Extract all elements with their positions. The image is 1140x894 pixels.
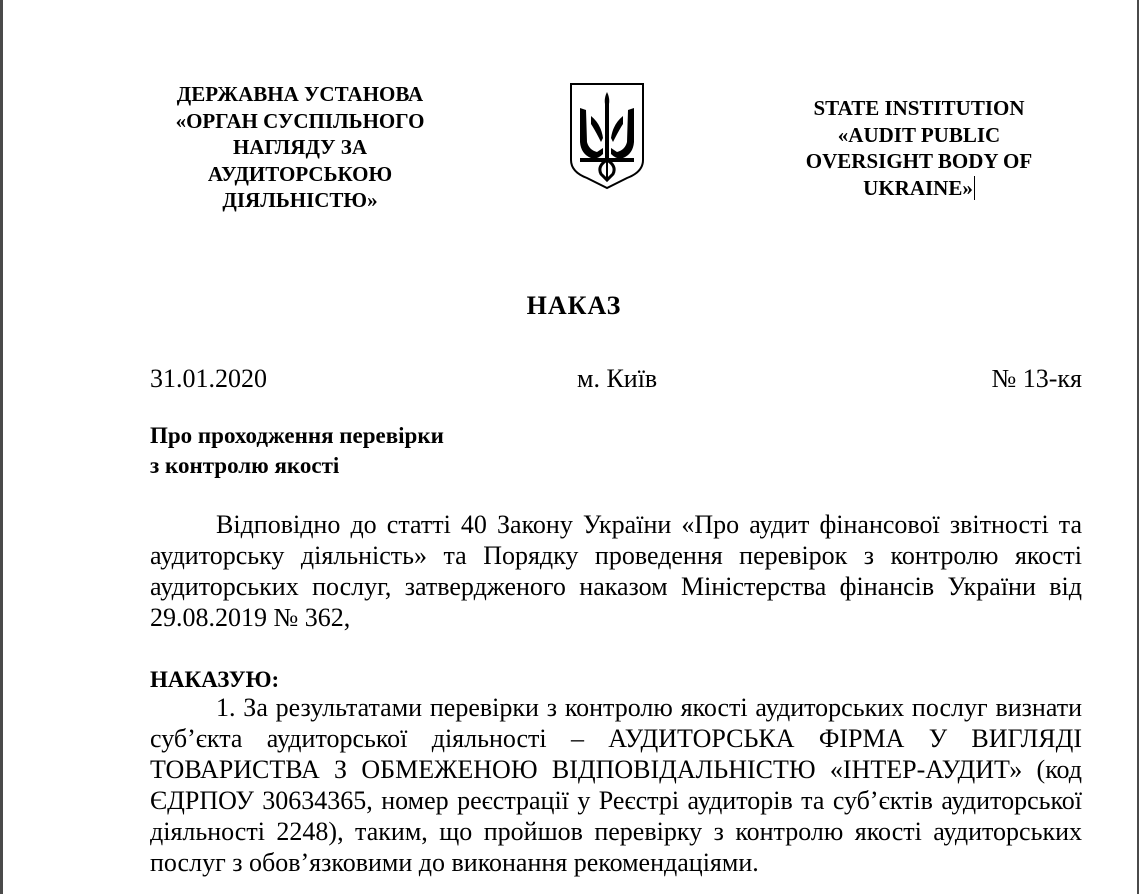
institution-name-ukrainian	[150, 81, 450, 214]
window-border-right	[1137, 0, 1139, 894]
institution-name-line: ДЕРЖАВНА УСТАНОВА	[176, 82, 424, 106]
subject-line: Про проходження перевірки	[150, 423, 444, 448]
document-page	[3, 0, 1137, 894]
institution-name-line: UKRAINE»	[863, 175, 973, 200]
institution-name-line-last[interactable]	[769, 175, 1069, 202]
order-item-1: 1. За результатами перевірки з контролю якості аудиторських послуг визнати суб’єкта аудиторської діяльності – АУДИТОРСЬКА ФІРМА У ВИГЛЯДІ ТОВАРИСТВА З ОБМЕЖЕНОЮ ВІДПОВІДАЛЬНІСТЮ «ІНТЕР-АУДИТ» (код ЄДРПОУ 30634365, номер реєстрації у Реєстрі аудиторів та суб’єктів аудиторської діяльності 2248), таким, що пройшов перевірку з контролю якості аудиторських послуг з обов’язковими до виконання рекомендаціями.	[150, 693, 1082, 877]
document-number: № 13-кя	[991, 364, 1082, 393]
document-city: м. Київ	[577, 364, 658, 393]
institution-name-line: АУДИТОРСЬКОЮ	[207, 161, 393, 186]
institution-name-line: OVERSIGHT BODY OF	[805, 149, 1033, 173]
institution-name-english	[769, 95, 1069, 201]
institution-name-line: «ОРГАН СУСПІЛЬНОГО	[175, 108, 425, 133]
order-heading: НАКАЗУЮ:	[150, 667, 280, 692]
ukraine-coat-of-arms-icon	[567, 80, 647, 190]
institution-name-line: STATE INSTITUTION	[813, 96, 1025, 120]
document-date: 31.01.2020	[150, 364, 267, 393]
institution-name-line: НАГЛЯДУ ЗА	[232, 135, 368, 159]
preamble-paragraph: Відповідно до статті 40 Закону України «Про аудит фінансової звітності та аудиторську діяльність» та Порядку проведення перевірок з контролю якості аудиторських послуг, затвердженого наказом Міністерства фінансів України від 29.08.2019 № 362,	[150, 510, 1082, 632]
subject-line: з контролю якості	[150, 453, 340, 478]
document-meta-row	[150, 364, 1082, 394]
text-cursor	[974, 176, 975, 200]
document-subject	[150, 421, 444, 481]
institution-name-line: «AUDIT PUBLIC	[837, 122, 1001, 147]
document-title: НАКАЗ	[526, 291, 622, 320]
institution-name-line: ДІЯЛЬНІСТЮ»	[222, 188, 378, 212]
